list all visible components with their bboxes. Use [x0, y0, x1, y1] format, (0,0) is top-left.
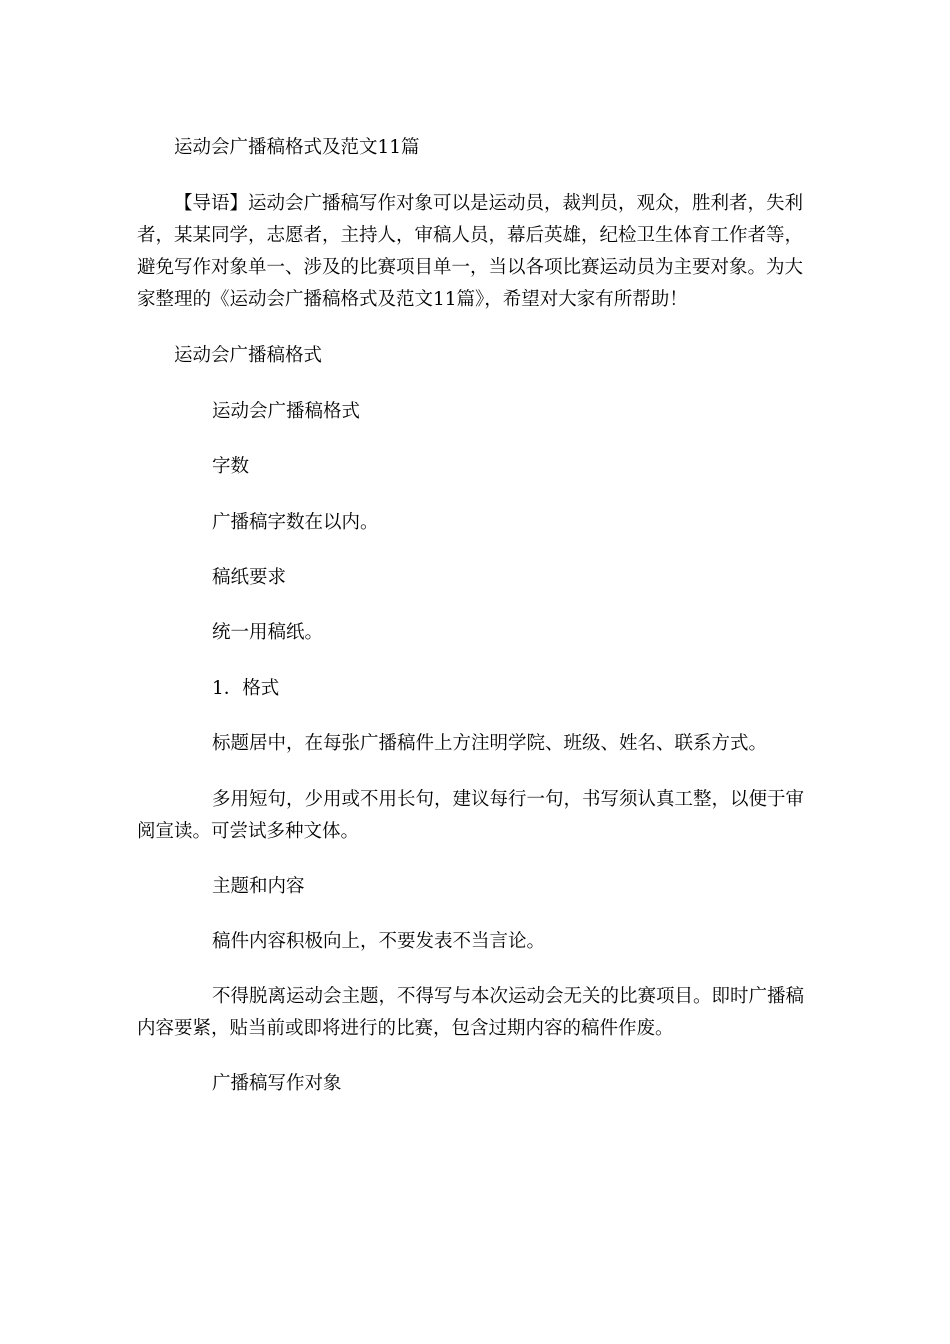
paragraph-word-count-heading: 字数 — [212, 456, 250, 477]
paragraph-paper: 统一用稿纸。 — [212, 622, 324, 643]
paragraph-audience-heading: 广播稿写作对象 — [212, 1073, 342, 1094]
intro-paragraph: 【导语】运动会广播稿写作对象可以是运动员，裁判员，观众，胜利者，失利者，某某同学，志愿者，主持人，审稿人员，幕后英雄，纪检卫生体育工作者等，避免写作对象单一、涉及的比赛项目单一，当以各项比赛运动员为主要对象。为大家整理的《运动会广播稿格式及范文11篇》，希望对大家有所帮助！ — [137, 193, 804, 310]
paragraph-word-count: 广播稿字数在以内。 — [212, 512, 379, 533]
paragraph-sentence-rule: 多用短句，少用或不用长句，建议每行一句，书写须认真工整，以便于审阅宣读。可尝试多种文体。 — [137, 789, 805, 842]
document-title: 运动会广播稿格式及范文11篇 — [174, 137, 420, 158]
section-heading: 运动会广播稿格式 — [174, 345, 323, 366]
paragraph-paper-heading: 稿纸要求 — [212, 567, 287, 588]
paragraph-topic-rule: 不得脱离运动会主题，不得写与本次运动会无关的比赛项目。即时广播稿内容要紧，贴当前或即将进行的比赛，包含过期内容的稿件作废。 — [137, 986, 805, 1039]
paragraph-theme-heading: 主题和内容 — [212, 876, 305, 897]
paragraph-format-heading: 运动会广播稿格式 — [212, 401, 361, 422]
paragraph-layout-heading: 1．格式 — [212, 678, 280, 699]
paragraph-title-rule: 标题居中，在每张广播稿件上方注明学院、班级、姓名、联系方式。 — [212, 733, 768, 754]
paragraph-content-rule: 稿件内容积极向上，不要发表不当言论。 — [212, 931, 546, 952]
